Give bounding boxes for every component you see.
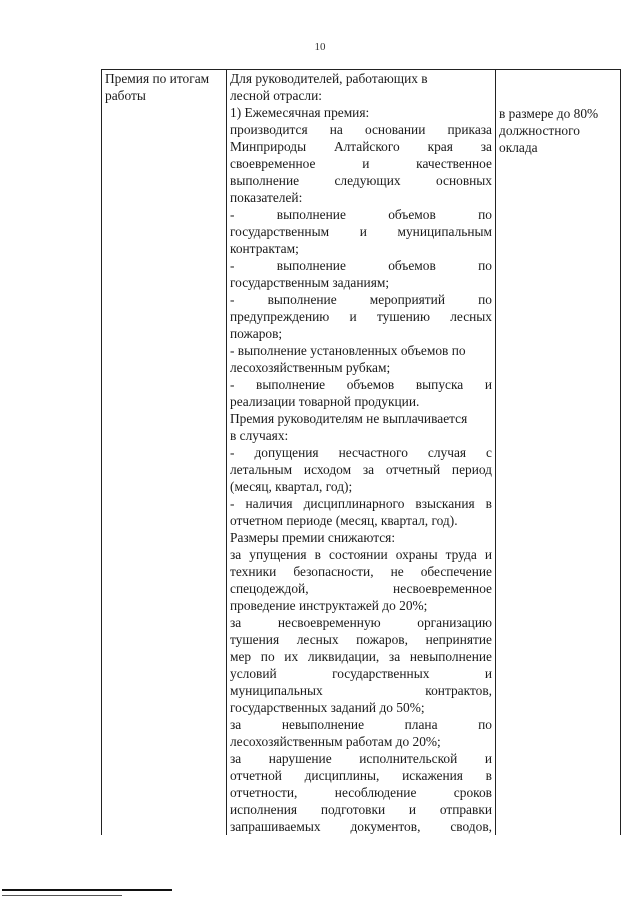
conditions-line: за невыполнение плана по [230,717,492,732]
conditions-line: летальным исходом за отчетный период [230,462,492,477]
conditions-line: тушения лесных пожаров, непринятие [230,632,492,647]
conditions-line: пожаров; [230,326,283,341]
bonus-type-cell: Премия по итогам работы [102,70,227,836]
conditions-line: показателей: [230,190,303,205]
conditions-line: мер по их ликвидации, за невыполнение [230,649,492,664]
conditions-line: техники безопасности, не обеспечение [230,564,492,579]
conditions-line: - выполнение установленных объемов по [230,343,466,358]
footer-rule [2,889,172,891]
conditions-cell [227,70,496,836]
conditions-line: - выполнение мероприятий по [230,292,492,307]
conditions-line: отчетности, несоблюдение сроков [230,785,492,800]
conditions-line: производится на основании приказа [230,122,492,137]
conditions-line: спецодеждой, несвоевременное [230,581,492,596]
conditions-line: за нарушение исполнительской и [230,751,492,766]
conditions-line: за несвоевременную организацию [230,615,492,630]
conditions-line: - допущения несчастного случая с [230,445,492,460]
conditions-line: (месяц, квартал, год); [230,479,353,494]
amount-cell [496,70,621,836]
page-number: 10 [314,41,326,53]
conditions-line: Размеры премии снижаются: [230,530,396,545]
conditions-line: - выполнение объемов по [230,258,492,273]
conditions-line: - выполнение объемов по [230,207,492,222]
conditions-line: - выполнение объемов выпуска и [230,377,492,392]
conditions-line: контрактам; [230,241,299,256]
conditions-line: государственных заданий до 50%; [230,700,425,715]
conditions-line: Премия руководителям не выплачивается [230,411,468,426]
conditions-line: лесохозяйственным рубкам; [230,360,391,375]
conditions-line: лесной отрасли: [230,88,322,103]
conditions-line: - наличия дисциплинарного взыскания в [230,496,492,511]
conditions-line: лесохозяйственным работам до 20%; [230,734,441,749]
footer-rule-thin [2,895,122,896]
conditions-line: исполнения подготовки и отправки [230,802,492,817]
conditions-line: своевременное и качественное [230,156,492,171]
conditions-line: проведение инструктажей до 20%; [230,598,428,613]
conditions-line: Для руководителей, работающих в [230,71,428,86]
conditions-line: предупреждению и тушению лесных [230,309,492,324]
conditions-line: реализации товарной продукции. [230,394,420,409]
bonus-table [101,69,621,835]
conditions-line: государственным и муниципальным [230,224,492,239]
conditions-line: выполнение следующих основных [230,173,492,188]
conditions-line: отчетной дисциплины, искажения в [230,768,492,783]
amount-text: в размере до 80% должностного оклада [499,106,599,155]
conditions-line: Минприроды Алтайского края за [230,139,492,154]
conditions-line: запрашиваемых документов, сводов, [230,819,492,834]
conditions-line: отчетном периоде (месяц, квартал, год). [230,513,458,528]
conditions-line: муниципальных контрактов, [230,683,492,698]
conditions-line: государственным заданиям; [230,275,390,290]
table-row [102,70,621,836]
conditions-line: 1) Ежемесячная премия: [230,105,370,120]
conditions-line: в случаях: [230,428,289,443]
conditions-line: условий государственных и [230,666,492,681]
conditions-line: за упущения в состоянии охраны труда и [230,547,492,562]
